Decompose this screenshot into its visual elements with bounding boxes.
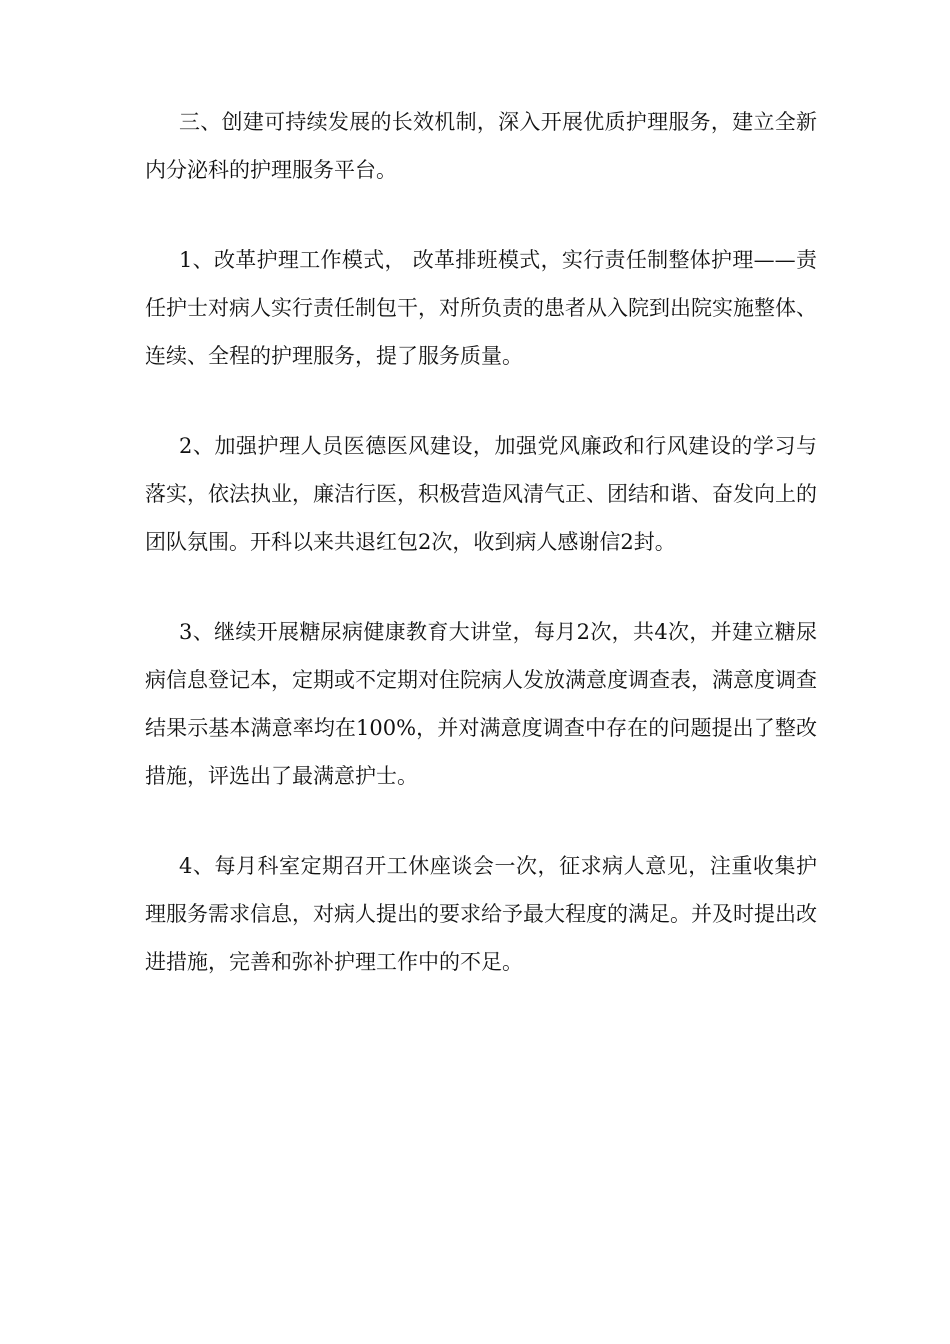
document-body	[145, 98, 817, 986]
paragraph-item-3: 3、继续开展糖尿病健康教育大讲堂，每月2次，共4次，并建立糖尿病信息登记本，定期或不定期对住院病人发放满意度调查表，满意度调查结果示基本满意率均在100%，并对满意度调查中存在的问题提出了整改措施，评选出了最满意护士。	[145, 620, 817, 788]
section-heading-paragraph: 三、创建可持续发展的长效机制，深入开展优质护理服务，建立全新内分泌科的护理服务平台。	[145, 110, 817, 182]
paragraph-item-2: 2、加强护理人员医德医风建设，加强党风廉政和行风建设的学习与落实，依法执业，廉洁行医，积极营造风清气正、团结和谐、奋发向上的团队氛围。开科以来共退红包2次，收到病人感谢信2封。	[145, 434, 817, 554]
paragraph-item-4: 4、每月科室定期召开工休座谈会一次，征求病人意见，注重收集护理服务需求信息，对病人提出的要求给予最大程度的满足。并及时提出改进措施，完善和弥补护理工作中的不足。	[145, 854, 817, 974]
paragraph-item-1: 1、改革护理工作模式， 改革排班模式，实行责任制整体护理——责任护士对病人实行责任制包干，对所负责的患者从入院到出院实施整体、连续、全程的护理服务，提了服务质量。	[145, 248, 817, 368]
